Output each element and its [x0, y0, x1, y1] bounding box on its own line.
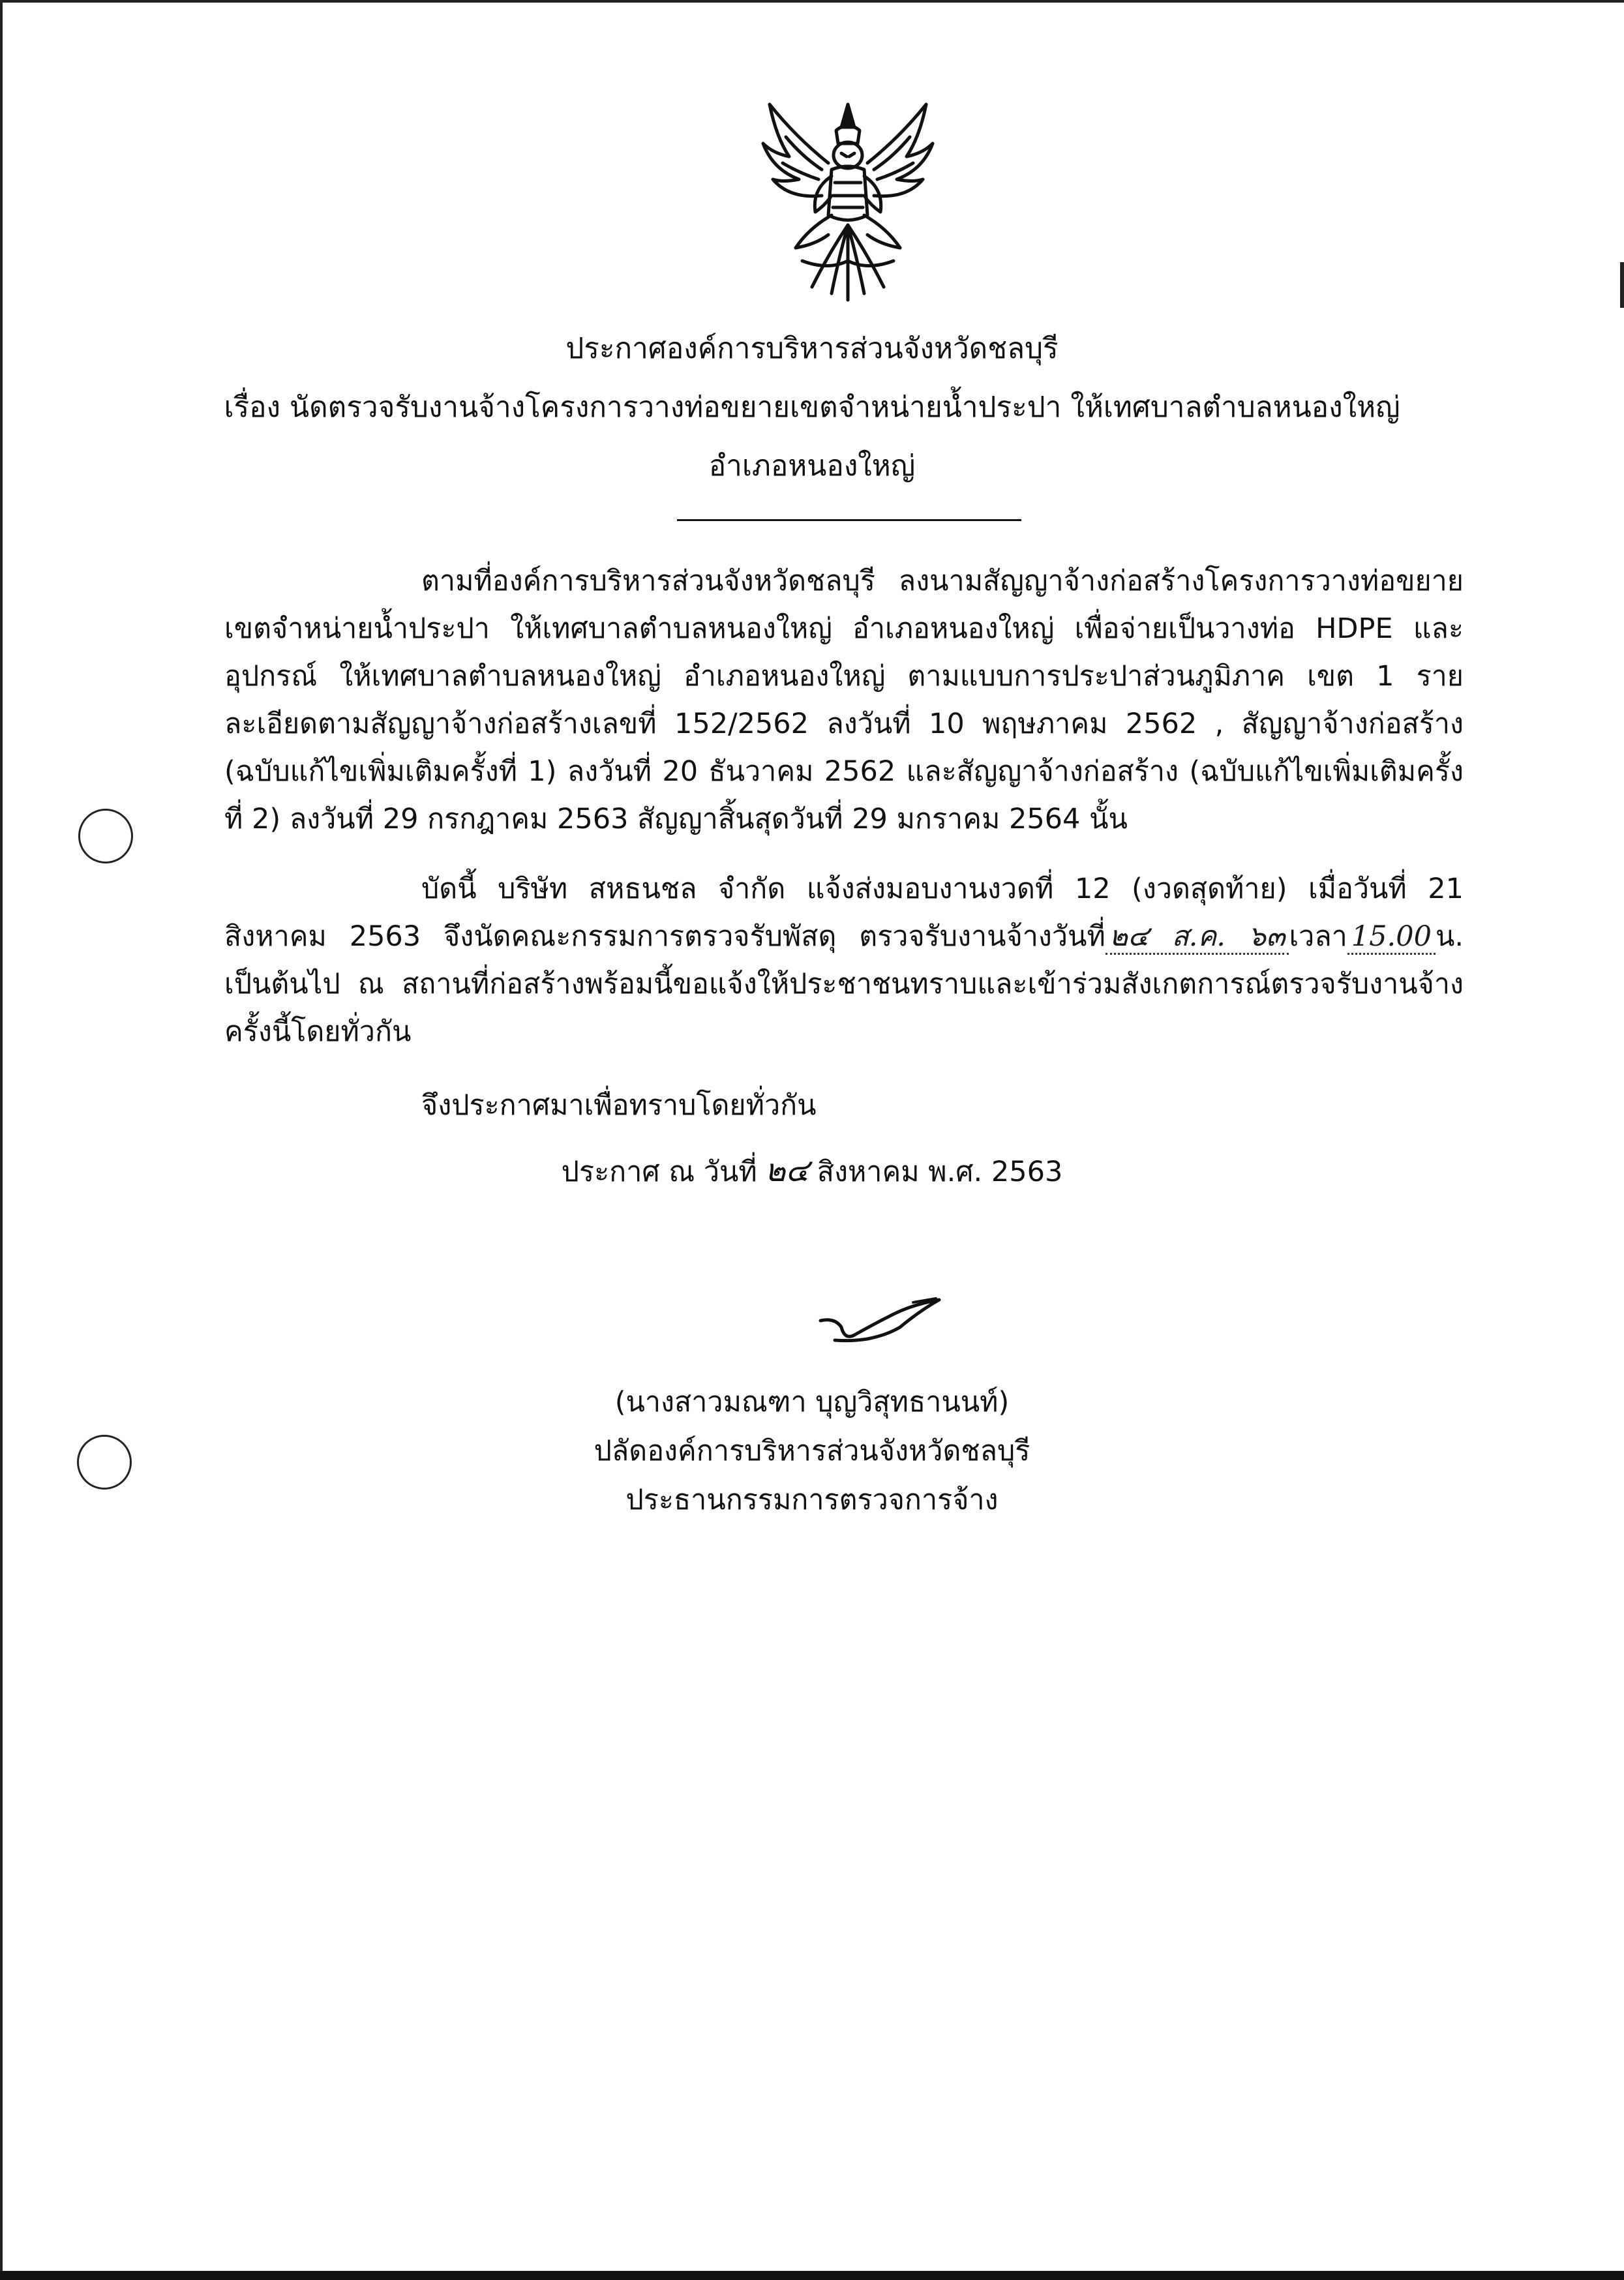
signatory-name: (นางสาวมณฑา บุญวิสุทธานนท์)	[614, 1386, 1010, 1418]
punch-hole	[77, 1435, 132, 1490]
title-divider	[677, 519, 1021, 521]
handwritten-inspection-time: 15.00	[1347, 920, 1436, 955]
garuda-emblem-icon	[750, 91, 946, 307]
dateline-prefix: ประกาศ ณ วันที่	[561, 1156, 757, 1188]
signatory-position: ปลัดองค์การบริหารส่วนจังหวัดชลบุรี	[594, 1435, 1030, 1467]
punch-hole	[78, 809, 133, 863]
scan-edge-bottom	[0, 2271, 1624, 2280]
scan-edge-mark	[1620, 262, 1624, 308]
paragraph-2-part-b: เวลา	[1289, 920, 1347, 953]
handwritten-signature	[815, 1295, 946, 1353]
paragraph-2-part-a: บัดนี้ บริษัท สหธนชล จำกัด แจ้งส่งมอบงานงวดที่ 12 (งวดสุดท้าย) เมื่อวันที่ 21 สิงหาคม 2563 จึงนัดคณะกรรมการตรวจรับพัสดุ ตรวจรับงานจ้างวันที่	[224, 873, 1464, 953]
dateline-suffix: สิงหาคม พ.ศ. 2563	[817, 1156, 1063, 1188]
paragraph-2-part-c: น. เป็นต้นไป ณ สถานที่ก่อสร้างพร้อมนี้ขอแจ้งให้ประชาชนทราบและเข้าร่วมสังเกตการณ์ตรวจรับงานจ้างครั้งนี้โดยทั่วกัน	[224, 920, 1464, 1048]
handwritten-day: ๒๔	[764, 1152, 809, 1189]
handwritten-inspection-date: ๒๔ ส.ค. ๖๓	[1105, 920, 1289, 955]
announcement-subject-cont: อำเภอหนองใหญ่	[708, 449, 916, 483]
body-paragraph-2	[224, 865, 1464, 1056]
announcement-title: ประกาศองค์การบริหารส่วนจังหวัดชลบุรี	[565, 332, 1059, 365]
closing-statement: จึงประกาศมาเพื่อทราบโดยทั่วกัน	[421, 1089, 817, 1122]
scan-edge-top	[0, 0, 1624, 3]
signatory-role: ประธานกรรมการตรวจการจ้าง	[625, 1484, 999, 1516]
announcement-dateline	[0, 1151, 1624, 1192]
body-paragraph-1: ตามที่องค์การบริหารส่วนจังหวัดชลบุรี ลงนามสัญญาจ้างก่อสร้างโครงการวางท่อขยายเขตจำหน่ายน้ำประปา ให้เทศบาลตำบลหนองใหญ่ อำเภอหนองใหญ่ เพื่อจ่ายเป็นวางท่อ HDPE และอุปกรณ์ ให้เทศบาลตำบลหนองใหญ่ อำเภอหนองใหญ่ ตามแบบการประปาส่วนภูมิภาค เขต 1 รายละเอียดตามสัญญาจ้างก่อสร้างเลขที่ 152/2562 ลงวันที่ 10 พฤษภาคม 2562 , สัญญาจ้างก่อสร้าง (ฉบับแก้ไขเพิ่มเติมครั้งที่ 1) ลงวันที่ 20 ธันวาคม 2562 และสัญญาจ้างก่อสร้าง (ฉบับแก้ไขเพิ่มเติมครั้งที่ 2) ลงวันที่ 29 กรกฎาคม 2563 สัญญาสิ้นสุดวันที่ 29 มกราคม 2564 นั้น	[224, 565, 1464, 835]
announcement-subject: เรื่อง นัดตรวจรับงานจ้างโครงการวางท่อขยายเขตจำหน่ายน้ำประปา ให้เทศบาลตำบลหนองใหญ่	[224, 391, 1400, 424]
